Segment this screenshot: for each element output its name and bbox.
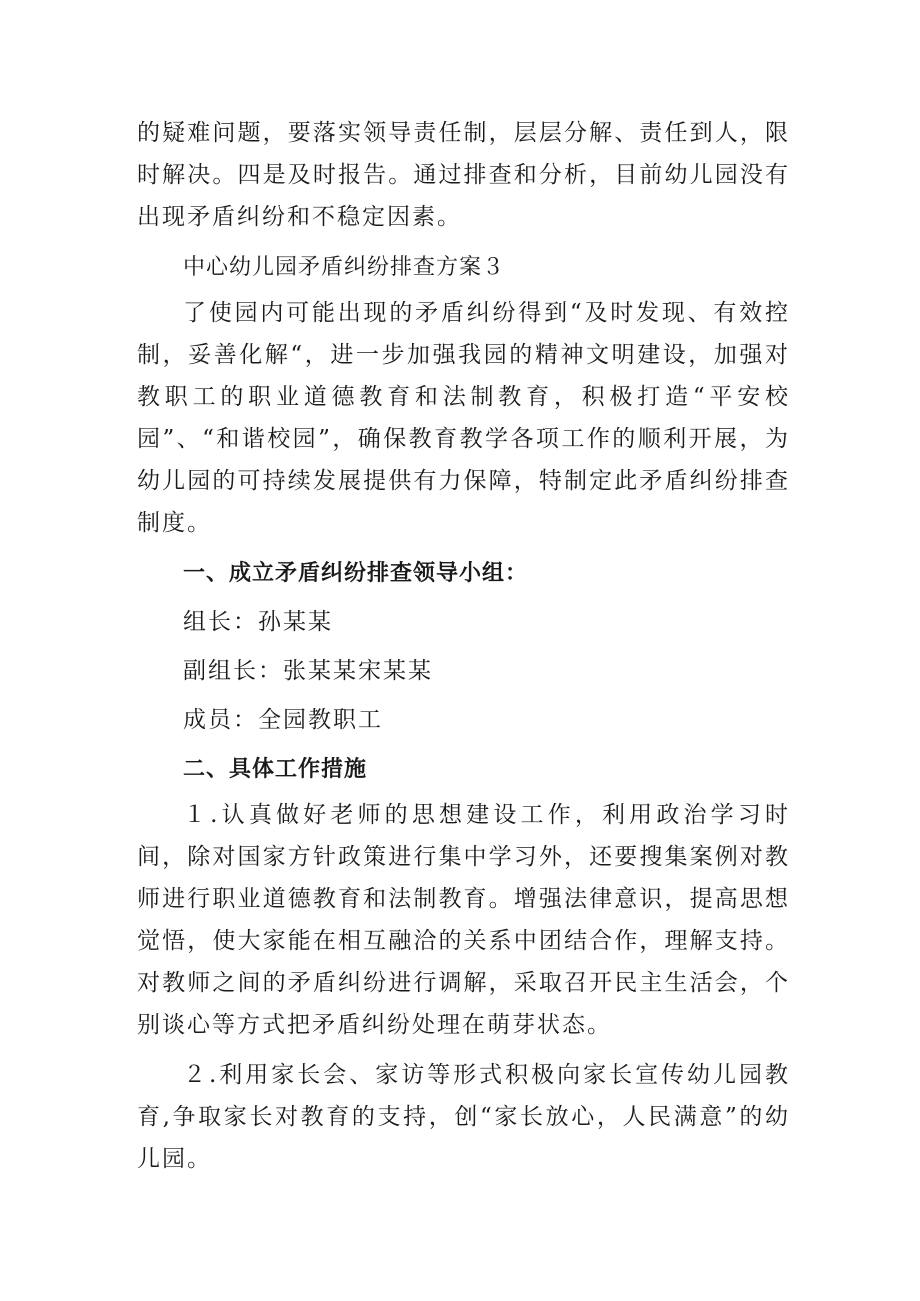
measure-item-1: １.认真做好老师的思想建设工作，利用政治学习时间，除对国家方针政策进行集中学习外，还要搜集案例对教师进行职业道德教育和法制教育。增强法律意识，提高思想觉悟，使大家能在相互融洽的关系中团结合作，理解支持。对教师之间的矛盾纠纷进行调解，采取召开民主生活会，个别谈心等方式把矛盾纠纷处理在萌芽状态。 xyxy=(137,802,790,1038)
section-heading-2: 二、具体工作措施 xyxy=(183,757,368,782)
document-body xyxy=(137,112,790,1180)
leader-line: 组长：孙某某 xyxy=(183,609,333,635)
document-title: 中心幼儿园矛盾纠纷排查方案３ xyxy=(183,255,506,280)
members-line: 成员：全园教职工 xyxy=(183,707,383,733)
measure-item-2: ２.利用家长会、家访等形式积极向家长宣传幼儿园教育,争取家长对教育的支持，创“家长放心，人民满意”的幼儿园。 xyxy=(137,1062,790,1172)
deputy-leader-line: 副组长：张某某宋某某 xyxy=(183,658,433,684)
paragraph-intro: 了使园内可能出现的矛盾纠纷得到“及时发现、有效控制，妥善化解“，进一步加强我园的精神文明建设，加强对教职工的职业道德教育和法制教育，积极打造“平安校园”、“和谐校园”，确保教育教学各项工作的顺利开展，为幼儿园的可持续发展提供有力保障，特制定此矛盾纠纷排查制度。 xyxy=(137,300,790,536)
section-heading-1: 一、成立矛盾纠纷排查领导小组： xyxy=(183,561,529,586)
paragraph-continued: 的疑难问题，要落实领导责任制，层层分解、责任到人，限时解决。四是及时报告。通过排查和分析，目前幼儿园没有出现矛盾纠纷和不稳定因素。 xyxy=(137,120,790,230)
